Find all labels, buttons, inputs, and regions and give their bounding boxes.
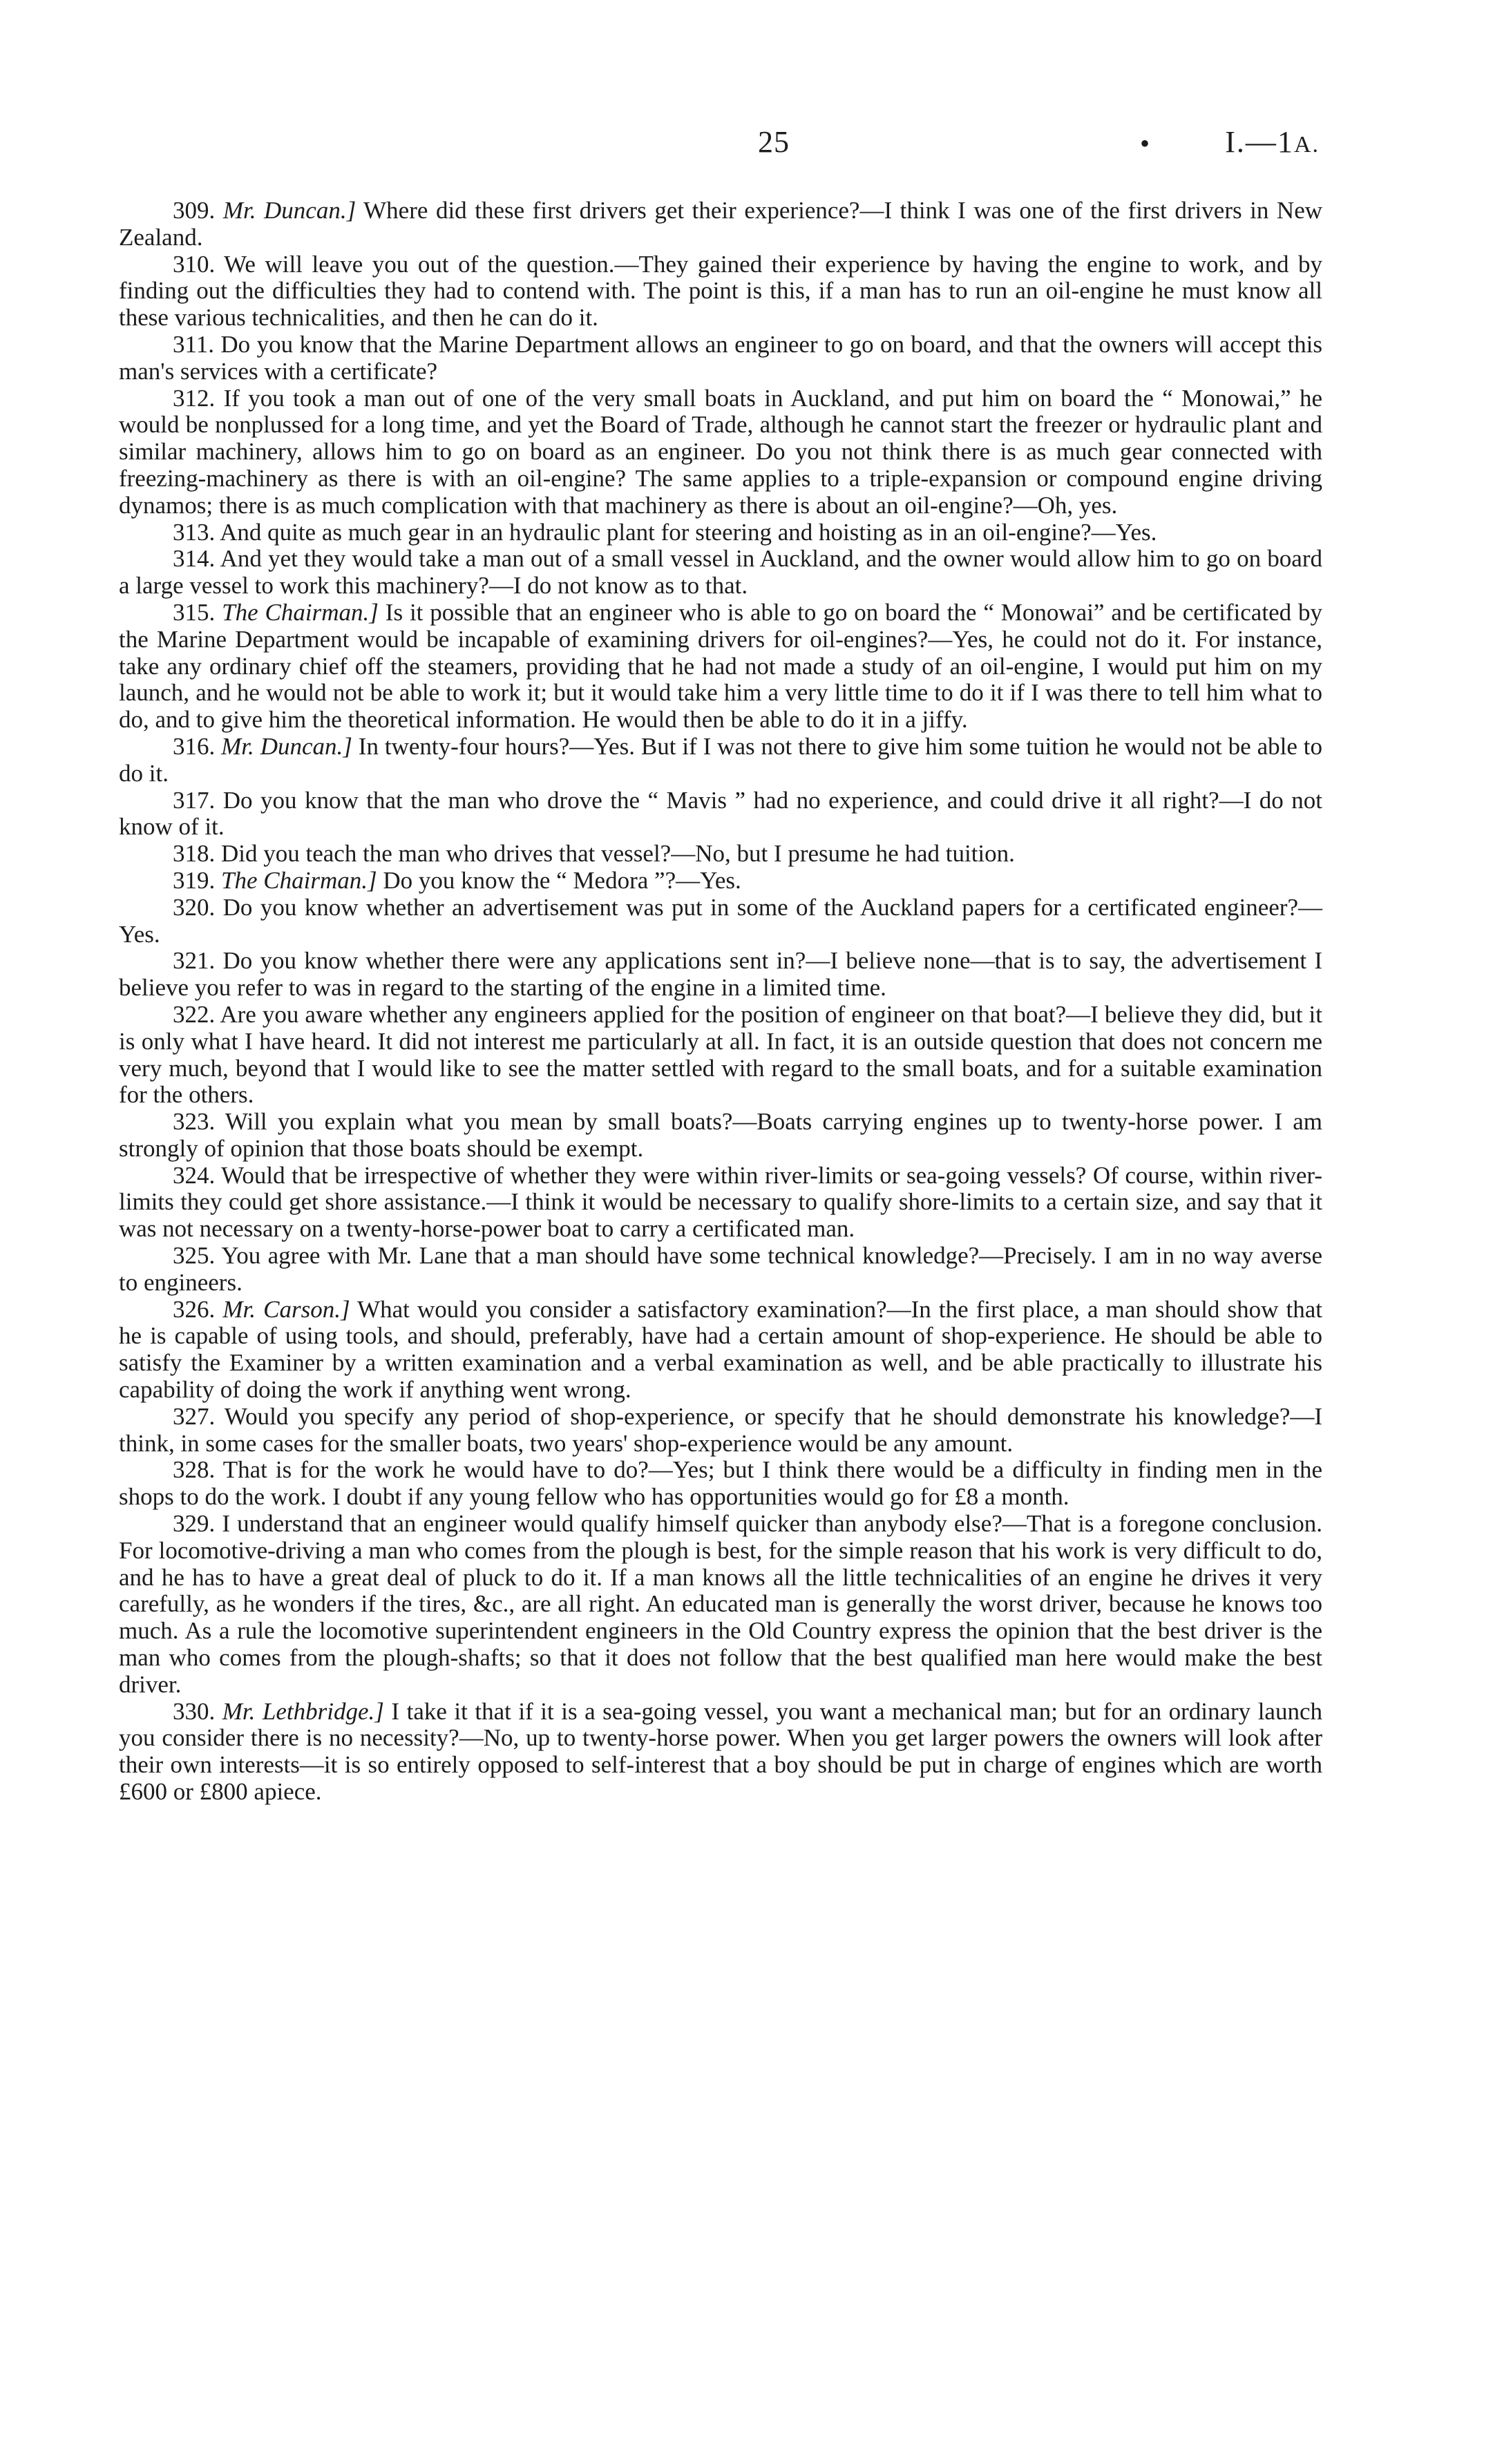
paragraph-text: Do you know whether there were any applications sent in?—I believe none—that is to say, the advertisement I believe you refer to was in regard to the starting of the engine in a limited time.	[119, 947, 1323, 1002]
question-number: 323.	[173, 1108, 216, 1136]
question-number: 311.	[173, 330, 214, 358]
paragraph-text: Do you know whether an advertisement was put in some of the Auckland papers for a certificated engineer?—Yes.	[119, 893, 1322, 948]
page-number: 25	[758, 125, 790, 159]
speaker-name: Mr. Carson.]	[222, 1295, 350, 1323]
testimony-paragraph	[119, 546, 1322, 600]
paragraph-text: I understand that an engineer would qualify himself quicker than anybody else?—That is a foregone conclusion. For locomotive-driving a man who comes from the plough is best, for the simple reason that his work is very difficult to do, and he has to have a great deal of pluck to do it. If a man knows all the little technicalities of an engine he drives it very carefully, as he wonders if the tires, &c., are all right. An educated man is generally the worst driver, because he knows too much. As a rule the locomotive superintendent engineers in the Old Country express the opinion that the best driver is the man who comes from the plough-shafts; so that it does not follow that the best qualified man here would make the best driver.	[119, 1510, 1322, 1698]
question-number: 312.	[173, 384, 216, 412]
question-number: 325.	[173, 1242, 216, 1270]
testimony-paragraph	[119, 1699, 1322, 1806]
testimony-paragraph	[119, 1109, 1322, 1163]
speaker-name: The Chairman.]	[222, 598, 379, 626]
paragraph-text: Would you specify any period of shop-experience, or specify that he should demonstrate his knowledge?—I think, in some cases for the smaller boats, two years' shop-experience would be any amount.	[119, 1402, 1323, 1457]
question-number: 315.	[173, 598, 216, 626]
testimony-paragraph	[119, 600, 1322, 734]
question-number: 310.	[173, 250, 216, 278]
testimony-paragraph	[119, 519, 1322, 546]
testimony-paragraph	[119, 1243, 1322, 1297]
paragraph-text: If you took a man out of one of the very small boats in Auckland, and put him on board the “ Monowai,” he would be nonplussed for a long time, and yet the Board of Trade, although he cannot start the freezer or hydraulic plant and similar machinery, allows him to go on board as an engineer. Do you not think there is as much gear connected with freezing-machinery as there is with an oil-engine? The same applies to a triple-expansion or compound engine driving dynamos; there is as much complication with that machinery as there is about an oil-engine?—Oh, yes.	[119, 384, 1322, 519]
paragraph-text: And quite as much gear in an hydraulic plant for steering and hoisting as in an oil-engine?—Yes.	[220, 518, 1157, 546]
doc-ref-suffix: A.	[1293, 132, 1320, 157]
question-number: 316.	[173, 732, 216, 760]
paragraph-text: And yet they would take a man out of a small vessel in Auckland, and the owner would allow him to go on board a large vessel to work this machinery?—I do not know as to that.	[119, 545, 1322, 600]
paragraph-text: Is it possible that an engineer who is able to go on board the “ Monowai” and be certificated by the Marine Department would be incapable of examining drivers for oil-engines?—Yes, he could not do it. For instance, take any ordinary chief off the steamers, providing that he had not made a study of an oil-engine, I would put him on my launch, and he would not be able to work it; but it would take him a very little time to do it if I was there to tell him what to do, and to give him the theoretical information. He would then be able to do it in a jiffy.	[119, 598, 1322, 734]
paragraph-text: In twenty-four hours?—Yes. But if I was not there to give him some tuition he would not be able to do it.	[119, 732, 1323, 787]
question-number: 314.	[173, 545, 216, 573]
testimony-paragraph	[119, 841, 1322, 868]
question-number: 326.	[173, 1295, 216, 1323]
paragraph-text: What would you consider a satisfactory examination?—In the first place, a man should show that he is capable of using tools, and should, preferably, have had a certain amount of shop-experience. He should be able to satisfy the Examiner by a written examination and a verbal examination as well, and be able practically to illustrate his capability of doing the work if anything went wrong.	[119, 1295, 1322, 1404]
speaker-name: Mr. Lethbridge.]	[222, 1697, 384, 1725]
document-reference	[1225, 124, 1320, 160]
speaker-name: Mr. Duncan.]	[222, 197, 356, 224]
testimony-paragraph	[119, 332, 1322, 385]
testimony-paragraph	[119, 895, 1322, 948]
paragraph-text: We will leave you out of the question.—They gained their experience by having the engine to work, and by finding out the difficulties they had to contend with. The point is this, if a man has to run an oil-engine he must know all these various technicalities, and then he can do it.	[119, 250, 1322, 332]
testimony-paragraph	[119, 1163, 1322, 1243]
paragraph-text: Do you know that the Marine Department allows an engineer to go on board, and that the owners will accept this man's services with a certificate?	[119, 330, 1323, 385]
paragraph-text: I take it that if it is a sea-going vessel, you want a mechanical man; but for an ordinary launch you consider there is no necessity?—No, up to twenty-horse power. When you get larger powers the owners will look after their own interests—it is so entirely opposed to self-interest that a boy should be put in charge of engines which are worth £600 or £800 apiece.	[119, 1697, 1322, 1806]
doc-ref-main: I.—1	[1225, 125, 1294, 159]
testimony-paragraph	[119, 198, 1322, 251]
question-number: 321.	[173, 947, 216, 975]
question-number: 324.	[173, 1161, 216, 1189]
question-number: 330.	[173, 1697, 216, 1725]
question-number: 322.	[173, 1000, 216, 1028]
question-number: 327.	[173, 1402, 216, 1430]
paragraph-text: Are you aware whether any engineers applied for the position of engineer on that boat?—I believe they did, but it is only what I have heard. It did not interest me particularly at all. In fact, it is an outside question that does not concern me very much, beyond that I would like to see the matter settled with regard to the small boats, and for a suitable examination for the others.	[119, 1000, 1322, 1109]
testimony-paragraph	[119, 385, 1322, 519]
question-number: 319.	[173, 866, 216, 894]
paragraph-text: Will you explain what you mean by small boats?—Boats carrying engines up to twenty-horse power. I am strongly of opinion that those boats should be exempt.	[119, 1108, 1322, 1162]
speaker-name: Mr. Duncan.]	[221, 732, 352, 760]
question-number: 313.	[173, 518, 216, 546]
testimony-paragraph	[119, 1297, 1322, 1404]
page-header	[117, 124, 1320, 173]
paragraph-text: You agree with Mr. Lane that a man should have some technical knowledge?—Precisely. I am in no way averse to engineers.	[119, 1242, 1323, 1296]
testimony-paragraph	[119, 787, 1322, 841]
question-number: 317.	[173, 786, 216, 814]
testimony-paragraph	[119, 1457, 1322, 1511]
header-dot: •	[1140, 128, 1150, 159]
question-number: 318.	[173, 840, 216, 868]
paragraph-text: Do you know that the man who drove the “ Mavis ” had no experience, and could drive it all right?—I do not know of it.	[119, 786, 1323, 841]
testimony-paragraph	[119, 1511, 1322, 1699]
paragraph-text: Would that be irrespective of whether they were within river-limits or sea-going vessels? Of course, within river-limits they could get shore assistance.—I think it would be necessary to qualify shore-limits to a certain size, and say that it was not necessary on a twenty-horse-power boat to carry a certificated man.	[119, 1161, 1322, 1243]
testimony-paragraph	[119, 868, 1322, 895]
paragraph-text: Did you teach the man who drives that vessel?—No, but I presume he had tuition.	[221, 840, 1015, 868]
paragraph-text: Do you know the “ Medora ”?—Yes.	[377, 866, 741, 894]
testimony-paragraph	[119, 251, 1322, 332]
question-number: 309.	[173, 197, 216, 224]
testimony-paragraph	[119, 1002, 1322, 1109]
testimony-paragraph	[119, 734, 1322, 787]
testimony-text	[119, 198, 1322, 1806]
testimony-paragraph	[119, 948, 1322, 1002]
question-number: 320.	[173, 893, 216, 921]
question-number: 328.	[173, 1456, 216, 1484]
paragraph-text: Where did these first drivers get their experience?—I think I was one of the first drivers in New Zealand.	[119, 197, 1323, 251]
paragraph-text: That is for the work he would have to do?—Yes; but I think there would be a difficulty in finding men in the shops to do the work. I doubt if any young fellow who has opportunities would go for £8 a month.	[119, 1456, 1322, 1511]
speaker-name: The Chairman.]	[221, 866, 377, 894]
testimony-paragraph	[119, 1404, 1322, 1458]
question-number: 329.	[173, 1510, 216, 1538]
